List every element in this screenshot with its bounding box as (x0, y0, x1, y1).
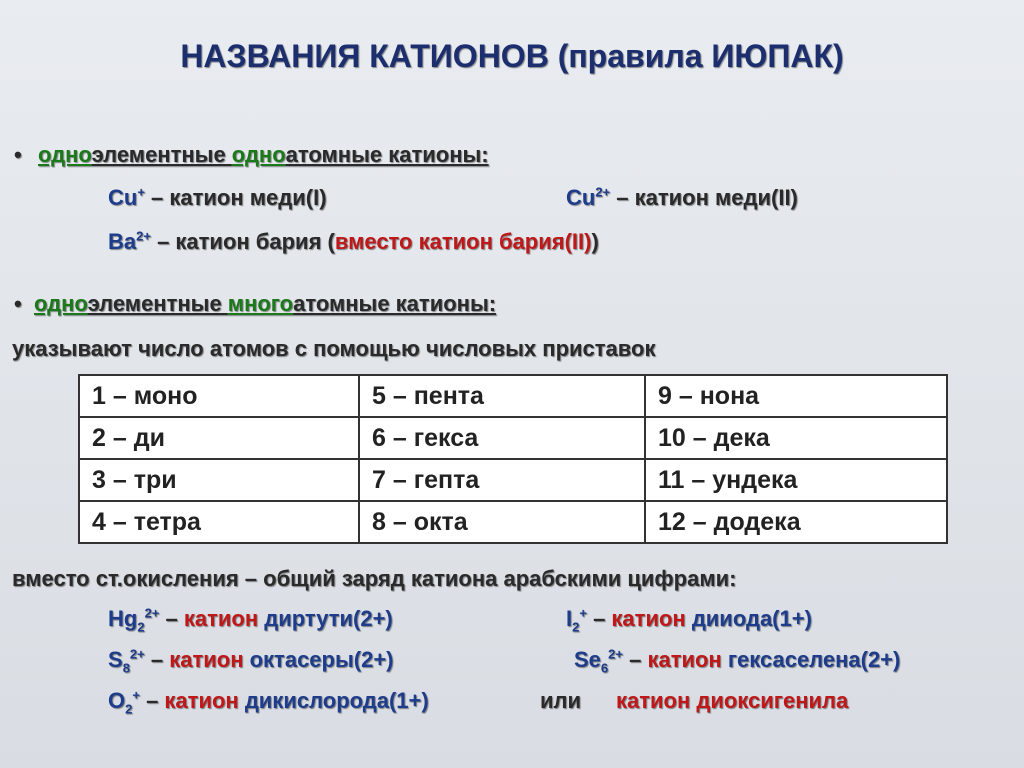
formula-symbol: Se (574, 647, 601, 672)
slide-title: НАЗВАНИЯ КАТИОНОВ (правила ИЮПАК) (180, 38, 844, 74)
formula-symbol: Cu (566, 185, 596, 210)
table-cell: 7 – гепта (359, 459, 645, 501)
example-se (574, 646, 901, 676)
prefix-intro: указывают число атомов с помощью числовых приставок (12, 336, 656, 361)
section2-heading (14, 291, 496, 317)
formula-name: гексаселена(2+) (727, 647, 901, 672)
heading-prefix-odno: одно (34, 291, 88, 316)
formula-name: – катион меди(I) (144, 185, 327, 210)
formula-symbol: Hg (108, 606, 138, 631)
example-s (108, 646, 394, 676)
table-cell: 5 – пента (359, 375, 645, 417)
formula-charge: 2+ (129, 646, 145, 662)
formula-cu-2plus (566, 185, 798, 211)
charge-note: вместо ст.окисления – общий заряд катиона арабскими цифрами: (12, 566, 737, 591)
formula-symbol: S (108, 647, 123, 672)
formula-charge: 2+ (136, 228, 151, 244)
table-cell: 8 – окта (359, 501, 645, 543)
formula-word: катион (169, 647, 250, 672)
heading-prefix-odno: одно (38, 142, 92, 167)
formula-word: катион (164, 688, 245, 713)
table-cell: 1 – моно (79, 375, 359, 417)
formula-subscript: 8 (122, 660, 130, 676)
formula-symbol: I (566, 606, 573, 631)
formula-dash: – (586, 606, 612, 631)
formula-subscript: 6 (600, 660, 609, 676)
bullet-icon: • (14, 142, 22, 167)
example-o-alt-name: катион диоксигенила (616, 688, 849, 713)
example-i (566, 605, 812, 635)
example-o-or: или (540, 688, 582, 713)
formula-ba-2plus (108, 229, 599, 255)
formula-charge: 2+ (144, 605, 160, 621)
table-cell: 6 – гекса (359, 417, 645, 459)
heading-text: элементные (91, 142, 232, 167)
formula-note: вместо катион бария(II) (334, 229, 592, 254)
formula-cu-plus (108, 185, 327, 211)
formula-word: катион (183, 606, 265, 631)
bullet-icon: • (14, 291, 22, 316)
formula-word: катион (647, 647, 728, 672)
formula-charge: 2+ (608, 646, 623, 662)
table-row (79, 459, 947, 501)
formula-dash: – (139, 688, 165, 713)
formula-name: диртути(2+) (264, 606, 393, 631)
heading-prefix-odno-2: одно (231, 142, 286, 167)
table-cell: 12 – додека (645, 501, 947, 543)
example-o (108, 687, 429, 717)
table-row (79, 501, 947, 543)
formula-name: – катион бария ( (150, 229, 335, 254)
heading-text: элементные (87, 291, 228, 316)
prefix-table (78, 374, 948, 544)
formula-symbol: O (108, 688, 126, 713)
formula-dash: – (159, 606, 184, 631)
formula-name: октасеры(2+) (249, 647, 394, 672)
heading-prefix-mnogo: много (227, 291, 294, 316)
formula-dash: – (144, 647, 170, 672)
formula-subscript: 2 (572, 619, 580, 635)
formula-subscript: 2 (137, 619, 145, 635)
formula-symbol: Cu (108, 185, 138, 210)
table-row (79, 417, 947, 459)
formula-charge: + (579, 605, 587, 621)
table-cell: 9 – нона (645, 375, 947, 417)
example-hg (108, 605, 393, 635)
formula-subscript: 2 (125, 701, 133, 717)
formula-name: – катион меди(II) (610, 185, 798, 210)
formula-dash: – (622, 647, 648, 672)
formula-name: дикислорода(1+) (244, 688, 429, 713)
heading-text-2: атомные катионы: (293, 291, 497, 316)
formula-name: дииода(1+) (691, 606, 812, 631)
table-cell: 10 – дека (645, 417, 947, 459)
table-cell: 2 – ди (79, 417, 359, 459)
table-row (79, 375, 947, 417)
table-cell: 4 – тетра (79, 501, 359, 543)
formula-charge: + (137, 184, 145, 200)
formula-charge: + (132, 687, 140, 703)
formula-charge: 2+ (595, 184, 611, 200)
heading-text-2: атомные катионы: (285, 142, 489, 167)
table-cell: 11 – ундека (645, 459, 947, 501)
formula-close: ) (591, 229, 599, 254)
formula-word: катион (611, 606, 692, 631)
table-cell: 3 – три (79, 459, 359, 501)
section1-heading (14, 142, 489, 168)
formula-symbol: Ba (108, 229, 137, 254)
